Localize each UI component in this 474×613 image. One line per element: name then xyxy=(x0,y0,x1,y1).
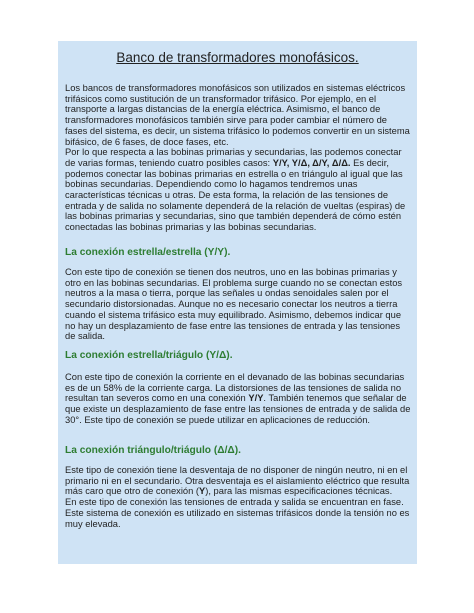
intro-text-3: Es decir, podemos conectar las bobinas primarias en estrella o en triángulo al igual que las bobinas secundarias. Dependiendo como lo hagamos tendremos unas características técnicas u otras. De esta forma, la relación de las tensiones de entrada y de salida no solamente dependerá de la relación de vueltas (espiras) de las bobinas primarias y secundarias, sino que también dependerá de cómo estén conectadas las bobinas primarias y las bobinas secundarias. xyxy=(65,157,406,233)
yd-text-b: . También tenemos que señalar de que existe un desplazamiento de fase entre las tensiones de entrada y de salida de 30°. Este tipo de conexión se puede utilizar en aplicaciones de reducción. xyxy=(65,393,411,425)
intro-connection-list: Y/Y, Y/Δ, Δ/Y, Δ/Δ. xyxy=(272,157,351,168)
dd-text-c: En este tipo de conexión las tensiones de entrada y salida se encuentran en fase. xyxy=(65,497,404,508)
section-heading-dd: La conexión triángulo/triágulo (Δ/Δ). xyxy=(65,445,241,456)
section-heading-yd: La conexión estrella/triágulo (Y/Δ). xyxy=(65,350,233,361)
dd-text-a: Este tipo de conexión tiene la desventaja de no disponer de ningún neutro, ni en el primario ni en el secundario. Otra desventaja es el aislamiento eléctrico que resulta más caro que otro de conexión ( xyxy=(65,465,410,497)
dd-bold: Y xyxy=(199,486,206,497)
section-text-dd xyxy=(65,465,411,529)
intro-paragraph xyxy=(65,83,411,233)
section-text-yy: Con este tipo de conexión se tienen dos neutros, uno en las bobinas primarias y otro en las bobinas secundarias. El problema surge cuando no se conectan estos neutros a la masa o tierra, porque las señales u ondas senoidales salen por el secundario distorsionadas. Aunque no es necesario conectar los neutros a tierra cuando el sistema trifásico esta muy equilibrado. Asimismo, debemos indicar que no hay un desplazamiento de fase entre las tensiones de entrada y las tensiones de salida. xyxy=(65,267,403,342)
document-panel xyxy=(58,41,417,564)
dd-text-d: Este sistema de conexión es utilizado en sistemas trifásicos donde la tensión no es muy elevada. xyxy=(65,507,410,529)
dd-text-b: ), para las mismas especificaciones técnicas. xyxy=(205,486,393,497)
yd-bold: Y/Y xyxy=(248,393,264,404)
section-heading-yy: La conexión estrella/estrella (Y/Y). xyxy=(65,247,231,258)
yd-text-a: Con este tipo de conexión la corriente en el devanado de las bobinas secundarias es de un 58% de la corriente carga. La distorsiones de las tensiones de salida no resultan tan severos como en una conexión xyxy=(65,372,405,404)
page-title: Banco de transformadores monofásicos. xyxy=(116,50,359,65)
intro-text-1: Los bancos de transformadores monofásicos son utilizados en sistemas eléctricos trifásicos como sustitución de un transformador trifásico. Por ejemplo, en el transporte a largas distancias de la energía eléctrica. Asimismo, el banco de transformadores monofásicos también sirve para poder cambiar el número de fases del sistema, es decir, un sistema trifásico lo podemos convertir en un sistema bifásico, de 6 fases, de doce fases, etc. xyxy=(65,83,410,147)
intro-text-2: Por lo que respecta a las bobinas primarias y secundarias, las podemos conectar de varias formas, teniendo cuatro posibles casos: xyxy=(65,147,402,168)
section-text-yd xyxy=(65,372,411,426)
